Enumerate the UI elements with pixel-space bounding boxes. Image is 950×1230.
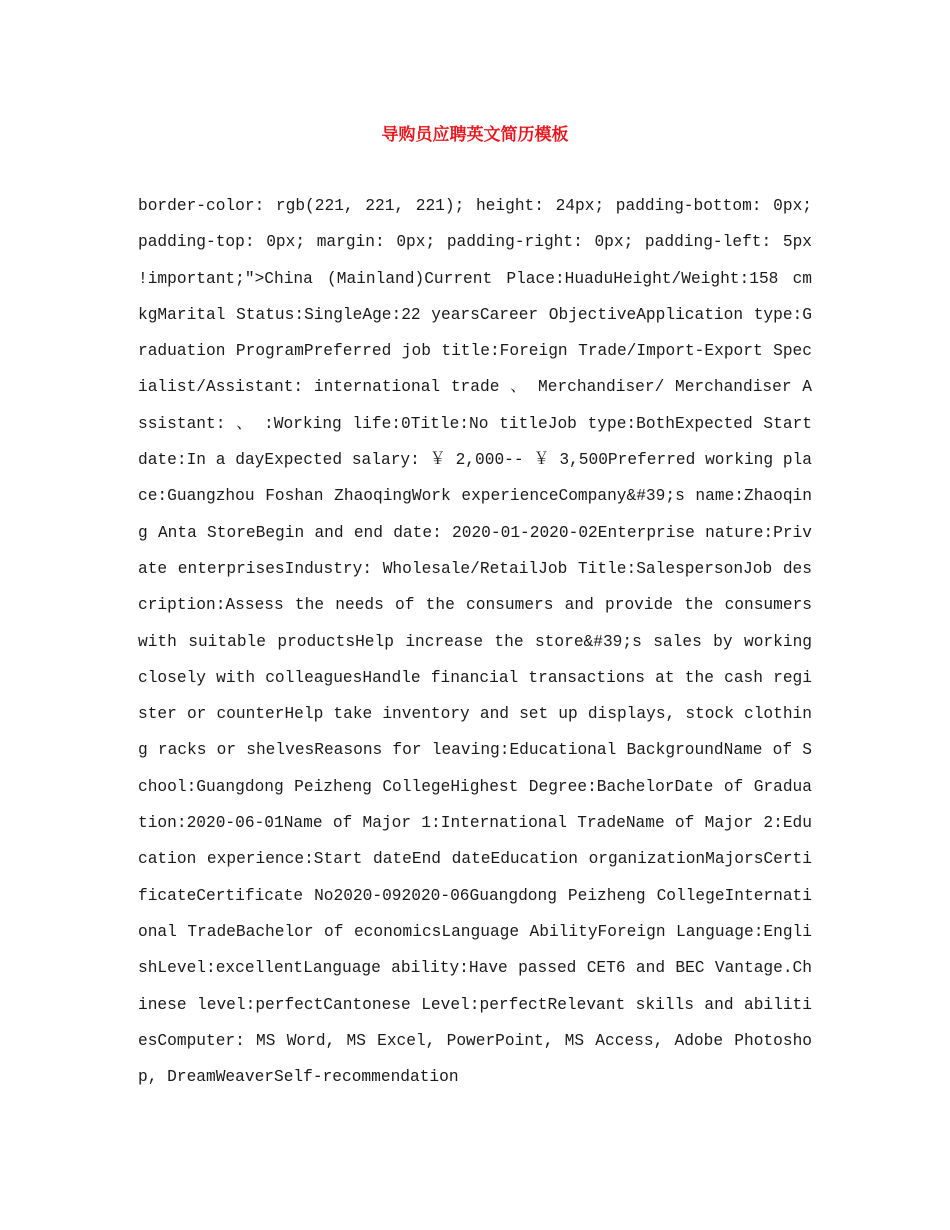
document-title: 导购员应聘英文简历模板 [381, 125, 569, 145]
document-body-text: border-color: rgb(221, 221, 221); height: 24px; padding-bottom: 0px; padding-top: 0px; margin: 0px; padding-right: 0px; padding-left: 5px !important;">China (Mainland)Current Place:HuaduHeight/Weight:158 cm kgMarital Status:SingleAge:22 yearsCareer ObjectiveApplication type:Graduation ProgramPreferred job title:Foreign Trade/Import-Export Specialist/Assistant: international trade 、 Merchandiser/ Merchandiser Assistant: 、 :Working life:0Title:No titleJob type:BothExpected Start date:In a dayExpected salary: ￥ 2,000-- ￥ 3,500Preferred working place:Guangzhou Foshan ZhaoqingWork experienceCompany&#39;s name:Zhaoqing Anta StoreBegin and end date: 2020-01-2020-02Enterprise nature:Private enterprisesIndustry: Wholesale/RetailJob Title:SalespersonJob description:Assess the needs of the consumers and provide the consumers with suitable productsHelp increase the store&#39;s sales by working closely with colleaguesHandle financial transactions at the cash register or counterHelp take inventory and set up displays, stock clothing racks or shelvesReasons for leaving:Educational BackgroundName of School:Guangdong Peizheng CollegeHighest Degree:BachelorDate of Graduation:2020-06-01Name of Major 1:International TradeName of Major 2:Education experience:Start dateEnd dateEducation organizationMajorsCertificateCertificate No2020-092020-06Guangdong Peizheng CollegeInternational TradeBachelor of economicsLanguage AbilityForeign Language:EnglishLevel:excellentLanguage ability:Have passed CET6 and BEC Vantage.Chinese level:perfectCantonese Level:perfectRelevant skills and abilitiesComputer: MS Word, MS Excel, PowerPoint, MS Access, Adobe Photoshop, DreamWeaverSelf-recommendation [138, 197, 812, 1087]
